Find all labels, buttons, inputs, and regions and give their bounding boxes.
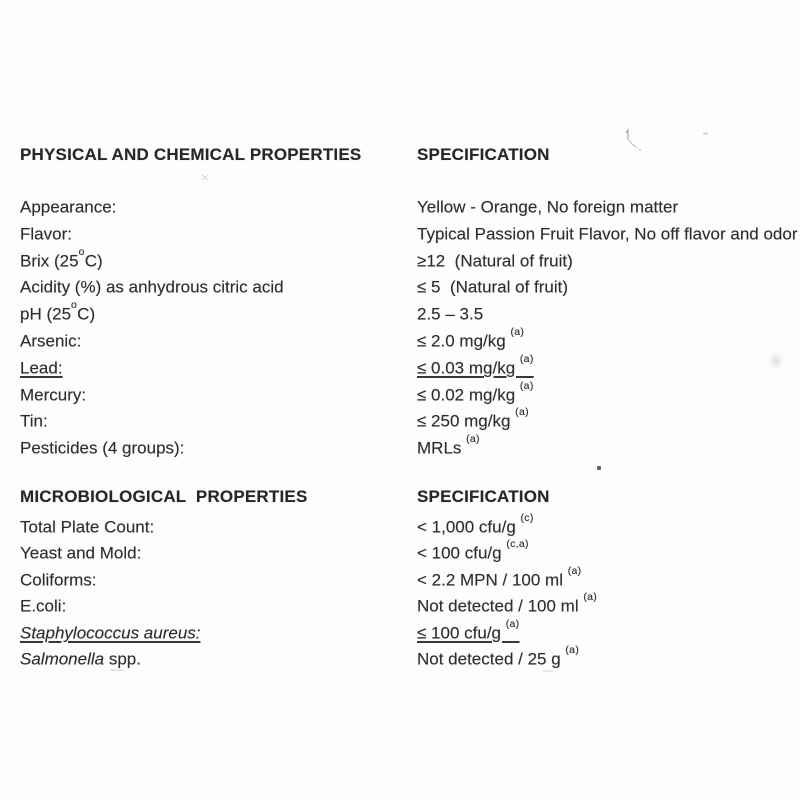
spec-value: < 100 cfu/g $^{(c,a)}$: [417, 538, 529, 564]
property-label: Brix (25$^o$C): [20, 245, 103, 271]
spec-value: ≤ 5 (Natural of fruit): [417, 278, 569, 298]
table-row-ecoli: [0, 589, 800, 615]
specification-column-header: SPECIFICATION: [417, 145, 550, 164]
physical-chemical-table: [0, 190, 800, 458]
spec-value: 2.5 – 3.5: [417, 304, 484, 324]
physical-chemical-section-header: [0, 142, 800, 169]
property-label: Mercury:: [20, 385, 87, 405]
specification-column-header: SPECIFICATION: [417, 487, 550, 506]
scan-artifact: [201, 174, 209, 181]
property-label: Total Plate Count:: [20, 517, 155, 537]
table-row-acidity: [0, 270, 800, 297]
property-label: Yeast and Mold:: [20, 544, 142, 564]
table-row-pesticides: [0, 431, 800, 458]
table-row-yeast-mold: [0, 536, 800, 562]
microbiological-table: [0, 510, 800, 668]
property-label: Staphylococcus aureus:: [20, 623, 201, 643]
property-label: Salmonella spp.: [20, 649, 141, 669]
section-title-physical-chemical: PHYSICAL AND CHEMICAL PROPERTIES: [20, 145, 362, 164]
scan-artifact: [597, 466, 601, 470]
property-label: Acidity (%) as anhydrous citric acid: [20, 278, 284, 298]
table-row-appearance: [0, 190, 800, 217]
spec-value: MRLs $^{(a)}$: [417, 433, 480, 458]
table-row-brix: [0, 244, 800, 271]
table-row-tin: [0, 404, 800, 431]
table-row-mercury: [0, 378, 800, 405]
property-label: Flavor:: [20, 224, 72, 244]
property-label: Arsenic:: [20, 331, 82, 351]
property-label: Pesticides (4 groups):: [20, 438, 185, 458]
property-label: Appearance:: [20, 197, 117, 217]
property-label: Tin:: [20, 412, 48, 432]
table-row-lead: [0, 351, 800, 378]
spec-value: < 2.2 MPN / 100 ml $^{(a)}$: [417, 564, 582, 590]
table-row-ph: [0, 297, 800, 324]
table-row-coliforms: [0, 563, 800, 589]
property-label: Lead:: [20, 358, 63, 378]
spec-value: Not detected / 25 g $^{(a)}$: [417, 643, 580, 669]
table-row-staphylococcus: [0, 616, 800, 642]
spec-value: ≥12 (Natural of fruit): [417, 251, 573, 271]
spec-value: ≤ 250 mg/kg $^{(a)}$: [417, 406, 529, 432]
spec-value: ≤ 0.03 mg/kg $^{(a)}$: [417, 352, 534, 378]
spec-value: ≤ 100 cfu/g $^{(a)}$: [417, 617, 520, 643]
section-title-microbiological: MICROBIOLOGICAL PROPERTIES: [20, 487, 308, 506]
table-row-arsenic: [0, 324, 800, 351]
spec-value: Typical Passion Fruit Flavor, No off flavor and odor: [417, 224, 798, 244]
spec-value: ≤ 2.0 mg/kg $^{(a)}$: [417, 325, 525, 351]
table-row-flavor: [0, 217, 800, 244]
property-label: E.coli:: [20, 596, 67, 616]
scan-artifact: [110, 669, 124, 671]
spec-value: Not detected / 100 ml $^{(a)}$: [417, 591, 598, 616]
spec-value: Yellow - Orange, No foreign matter: [417, 197, 679, 217]
spec-value: ≤ 0.02 mg/kg $^{(a)}$: [417, 379, 534, 405]
scan-artifact: [703, 132, 708, 135]
table-row-salmonella: [0, 642, 800, 668]
spec-value: < 1,000 cfu/g $^{(c)}$: [417, 512, 534, 537]
property-label: pH (25$^o$C): [20, 299, 96, 324]
microbiological-section-header: [0, 484, 800, 510]
scan-artifact: [543, 670, 553, 672]
table-row-total-plate-count: [0, 510, 800, 536]
property-label: Coliforms:: [20, 570, 97, 590]
